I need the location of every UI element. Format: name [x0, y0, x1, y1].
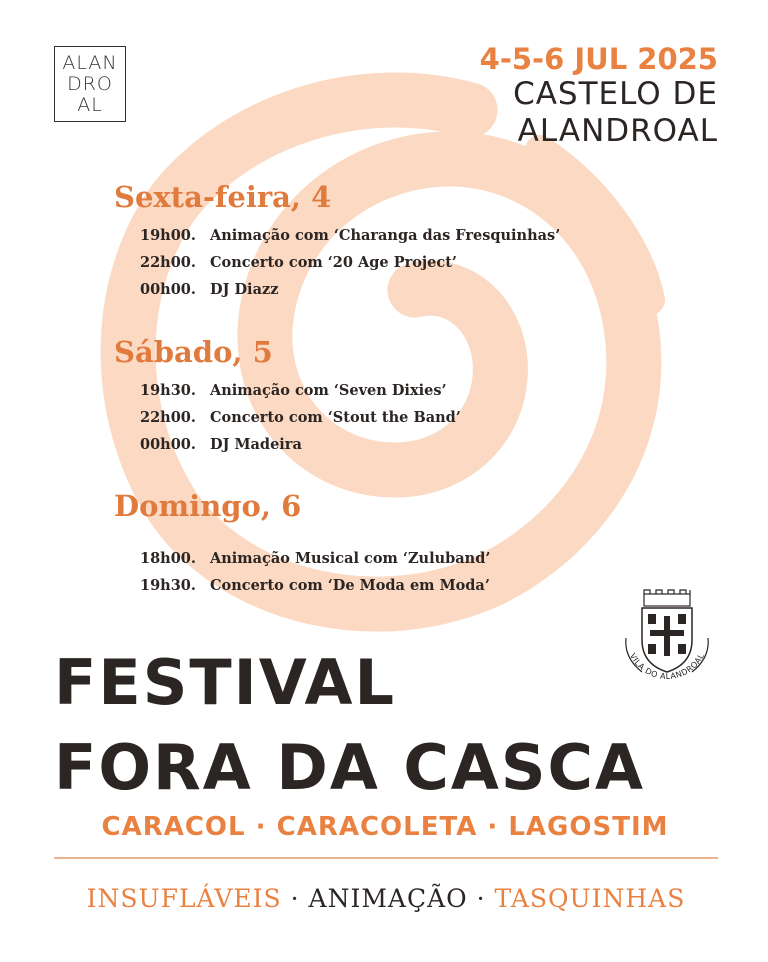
event-dates: 4-5-6 JUL 2025	[479, 42, 718, 76]
separator-dot: ·	[290, 884, 300, 913]
attractions-line	[54, 882, 718, 916]
event-time: 22h00.	[140, 409, 196, 426]
schedule-item	[140, 431, 461, 458]
alandroal-logo	[54, 46, 126, 122]
schedule-item	[140, 377, 461, 404]
separator-dot: ·	[487, 812, 499, 842]
day-sunday	[114, 489, 490, 599]
schedule-item	[140, 545, 490, 572]
event-desc: Concerto com ‘20 Age Project’	[210, 254, 457, 271]
attraction-item: TASQUINHAS	[494, 884, 686, 913]
schedule-item	[140, 222, 560, 249]
venue-line-1: CASTELO DE	[513, 76, 718, 112]
event-time: 00h00.	[140, 281, 196, 298]
event-desc: Animação com ‘Charanga das Fresquinhas’	[210, 227, 561, 244]
event-time: 18h00.	[140, 550, 196, 567]
attraction-item: INSUFLÁVEIS	[86, 884, 282, 913]
separator-dot: ·	[255, 812, 267, 842]
festival-title-line-2: FORA DA CASCA	[54, 731, 646, 804]
product-item: LAGOSTIM	[508, 812, 669, 842]
event-desc: DJ Madeira	[210, 436, 302, 453]
event-time: 19h30.	[140, 382, 196, 399]
logo-line-2: DRO	[67, 72, 113, 95]
event-time: 19h00.	[140, 227, 196, 244]
day-title: Sexta-feira, 4	[114, 180, 332, 214]
product-item: CARACOL	[101, 812, 246, 842]
schedule-item	[140, 572, 490, 599]
event-desc: Concerto com ‘Stout the Band’	[210, 409, 461, 426]
products-line	[54, 810, 716, 844]
product-item: CARACOLETA	[276, 812, 478, 842]
separator-dot: ·	[476, 884, 486, 913]
attraction-item: ANIMAÇÃO	[308, 884, 468, 913]
logo-line-1: ALAN	[62, 51, 118, 74]
day-friday	[114, 180, 560, 303]
festival-title-line-1: FESTIVAL	[54, 646, 396, 719]
event-desc: Animação Musical com ‘Zuluband’	[210, 550, 491, 567]
logo-line-3: AL	[77, 93, 103, 116]
event-desc: Animação com ‘Seven Dixies’	[210, 382, 447, 399]
event-header	[480, 42, 718, 150]
event-time: 00h00.	[140, 436, 196, 453]
venue-line-2: ALANDROAL	[517, 113, 718, 149]
crest-motto: VILA DO ALANDROAL	[627, 651, 707, 682]
event-time: 19h30.	[140, 577, 196, 594]
day-title: Sábado, 5	[114, 335, 273, 369]
event-desc: DJ Diazz	[210, 281, 279, 298]
schedule-item	[140, 404, 461, 431]
schedule-item	[140, 276, 560, 303]
event-desc: Concerto com ‘De Moda em Moda’	[210, 577, 490, 594]
divider	[54, 857, 718, 859]
day-saturday	[114, 335, 461, 458]
event-time: 22h00.	[140, 254, 196, 271]
schedule-item	[140, 249, 560, 276]
day-title: Domingo, 6	[114, 489, 302, 523]
festival-title	[54, 640, 645, 810]
